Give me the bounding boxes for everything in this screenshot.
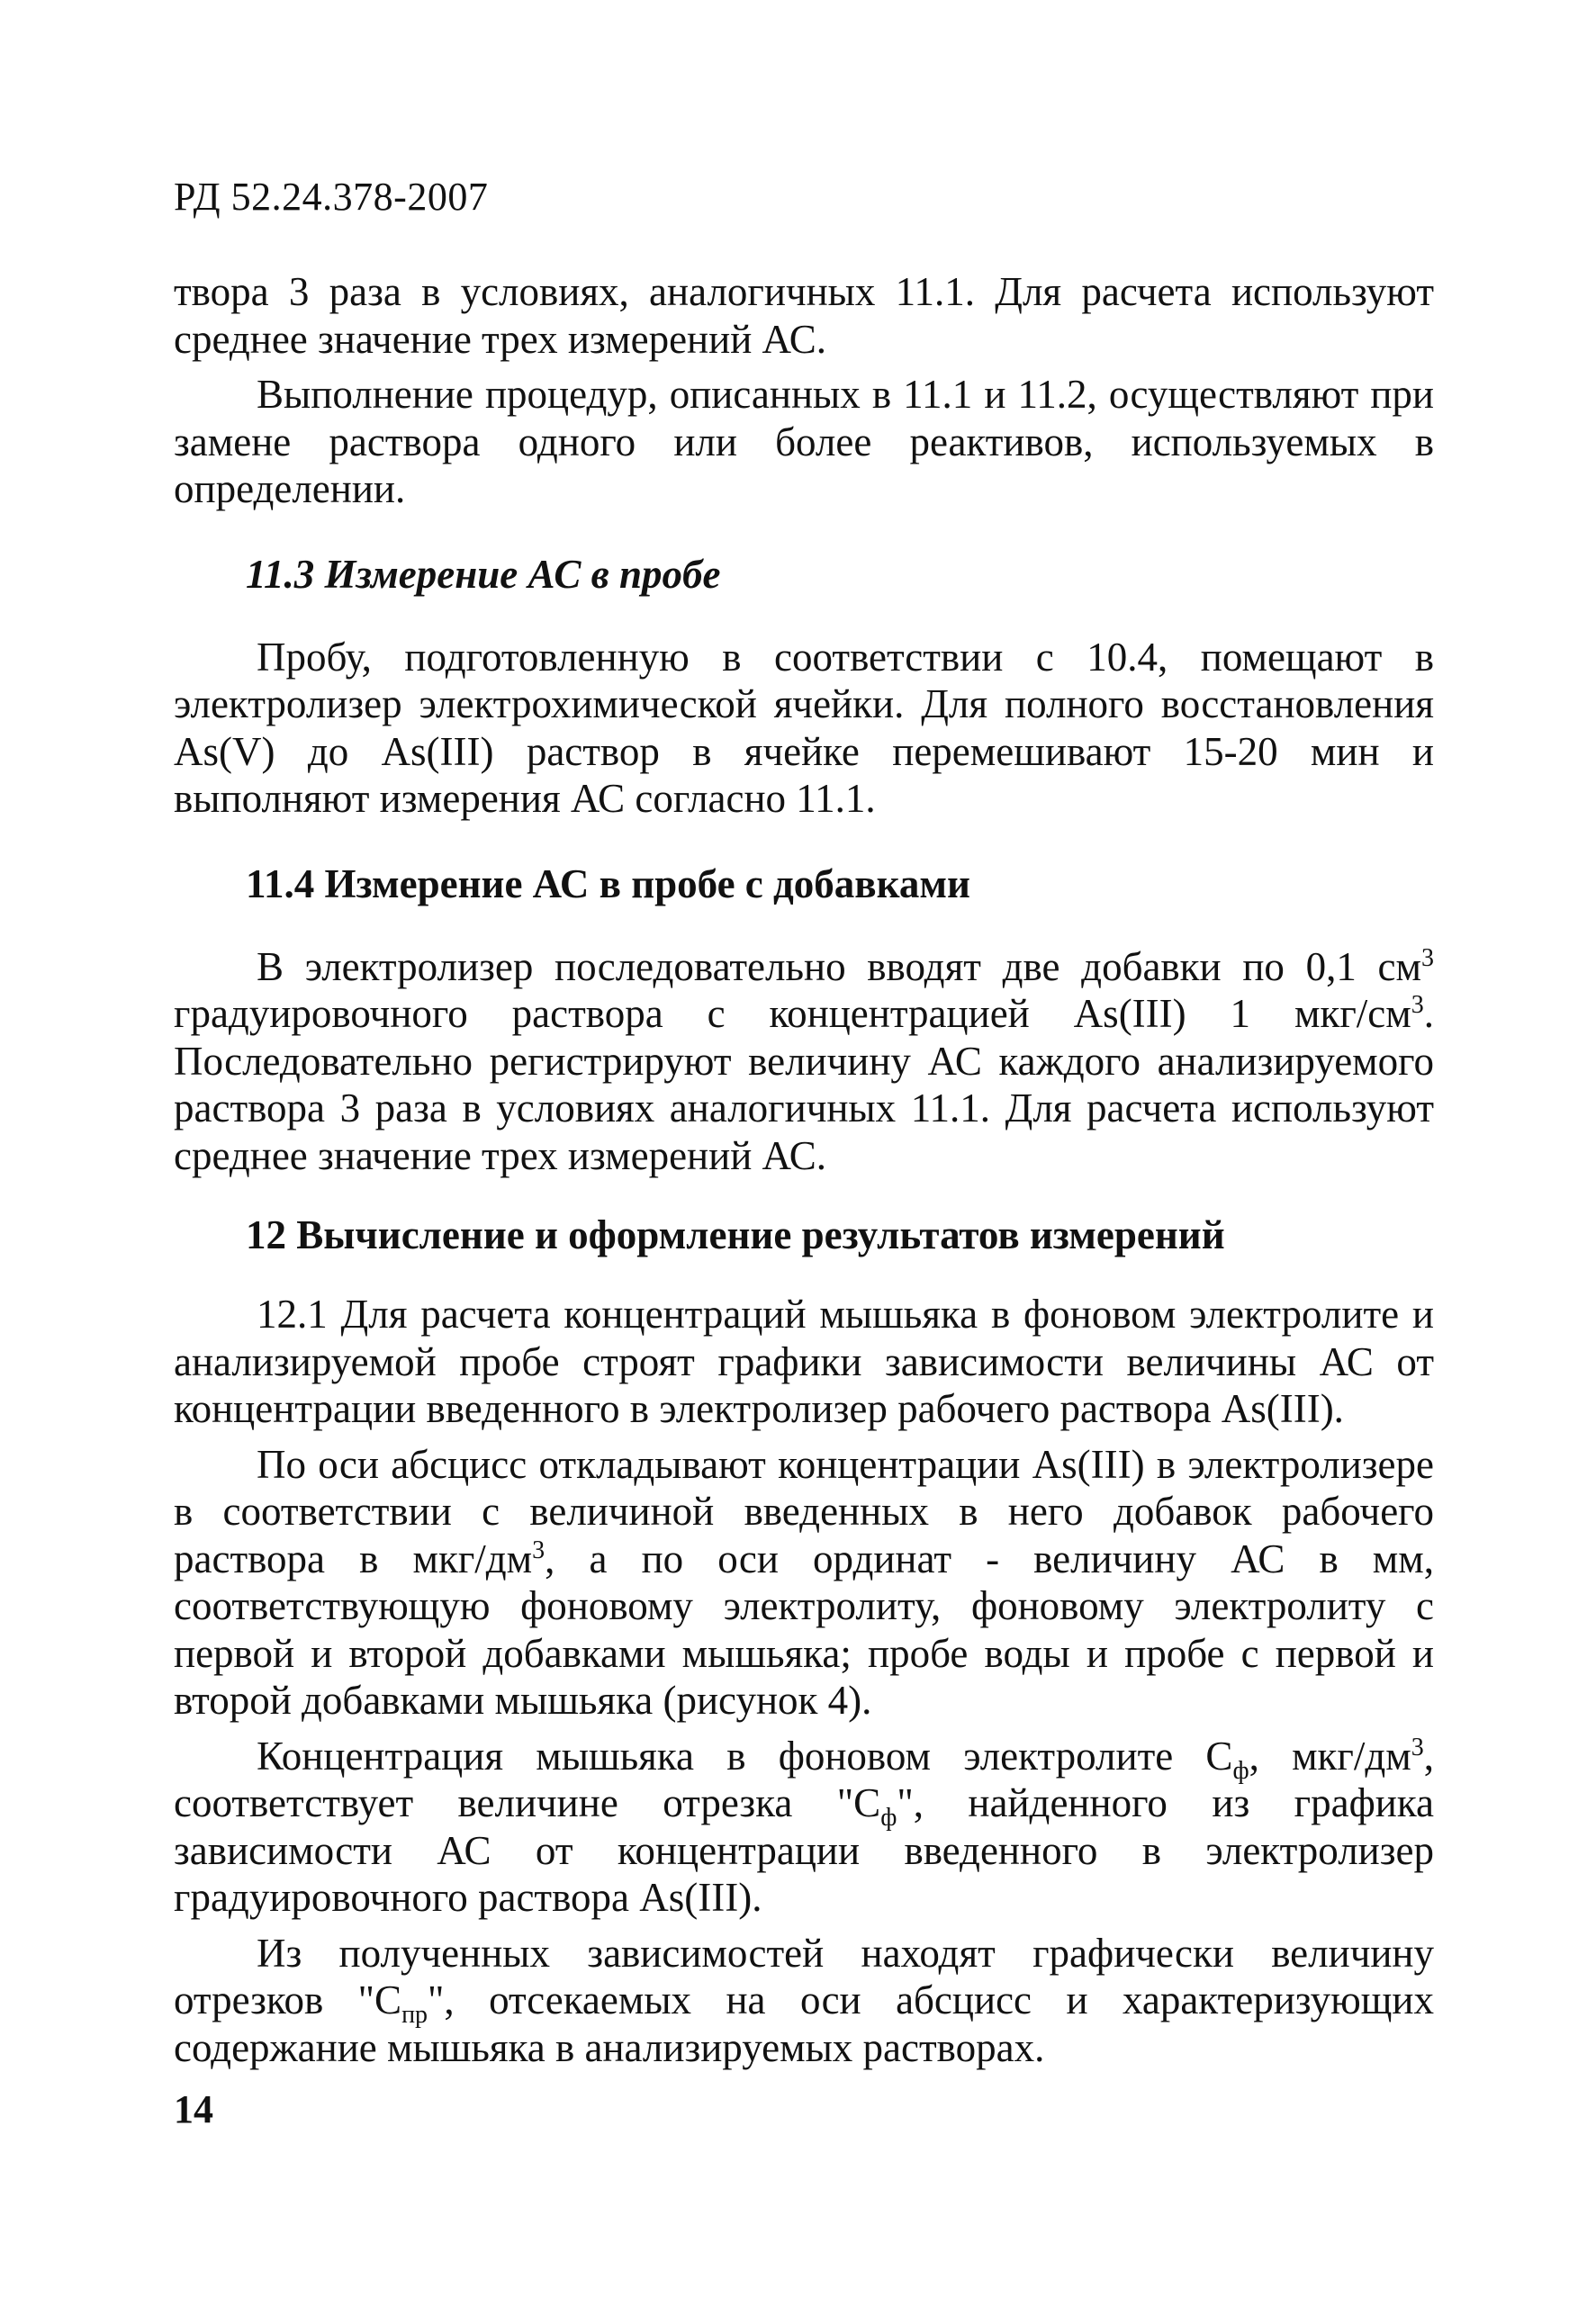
text-run: ", отсекаемых на оси абсцисс и характеризующих содержание мышьяка в анализируемых растворах. [174,1977,1434,2070]
paragraph-procedures: Выполнение процедур, описанных в 11.1 и 11.2, осуществляют при замене раствора одного или более реактивов, используемых в определении. [174,372,1434,511]
text-run: Из полученных зависимостей находят графически величину отрезков "С [174,1930,1434,2022]
document-body [174,268,1434,2079]
text-run: ", найденного из графика зависимости АС от концентрации введенного в электролизер градуировочного раствора As(III). [174,1780,1434,1920]
text-run: В электролизер последовательно вводят две добавки по 0,1 см [257,943,1421,989]
paragraph-sample-measurement: Пробу, подготовленную в соответствии с 10.4, помещают в электролизер электрохимической ячейки. Для полного восстановления As(V) до As(III) раствор в ячейке перемешивают 15-20 мин и выполняют измерения АС согласно 11.1. [174,634,1434,821]
superscript: 3 [1411,991,1424,1019]
subscript: ф [1232,1756,1249,1785]
paragraph-segments [174,1930,1434,2072]
page-number: 14 [174,2087,213,2131]
text-run: , соответствует величине отрезка "С [174,1733,1435,1825]
subscript: ф [880,1804,897,1832]
paragraph-background-concentration [174,1733,1434,1922]
paragraph-axes [174,1441,1434,1725]
subscript: пр [401,2001,428,2029]
text-run: , мкг/дм [1249,1733,1411,1779]
section-heading-11-4: 11.4 Измерение АС в пробе с добавками [246,860,970,906]
text-run: , а по оси ординат - величину АС в мм, соответствующую фоновому электролиту, фоновому электролиту с первой и второй добавками мышьяка; пробе воды и пробе с первой и второй добавками мышьяка (рисунок 4). [174,1536,1434,1723]
paragraph-additions [174,943,1434,1180]
text-run: . Последовательно регистрируют величину АС каждого анализируемого раствора 3 раза в условиях аналогичных 11.1. Для расчета используют среднее значение трех измерений АС. [174,991,1434,1178]
superscript: 3 [532,1536,546,1564]
superscript: 3 [1421,943,1434,972]
section-heading-11-3: 11.3 Измерение АС в пробе [246,551,721,597]
paragraph-12-1: 12.1 Для расчета концентраций мышьяка в фоновом электролите и анализируемой пробе строят графики зависимости величины АС от концентрации введенного в электролизер рабочего раствора As(III). [174,1292,1434,1431]
text-run: градуировочного раствора с концентрацией As(III) 1 мкг/см [174,991,1411,1036]
section-heading-12: 12 Вычисление и оформление результатов измерений [246,1212,1225,1257]
superscript: 3 [1411,1733,1424,1761]
text-run: По оси абсцисс откладывают концентрации As(III) в электролизере в соответствии с величиной введенных в него добавок рабочего раствора в мкг/дм [174,1441,1434,1581]
document-code-header: РД 52.24.378-2007 [174,175,489,219]
paragraph-continuation: твора 3 раза в условиях, аналогичных 11.1. Для расчета используют среднее значение трех измерений АС. [174,269,1434,362]
text-run: Концентрация мышьяка в фоновом электролите С [257,1733,1233,1779]
